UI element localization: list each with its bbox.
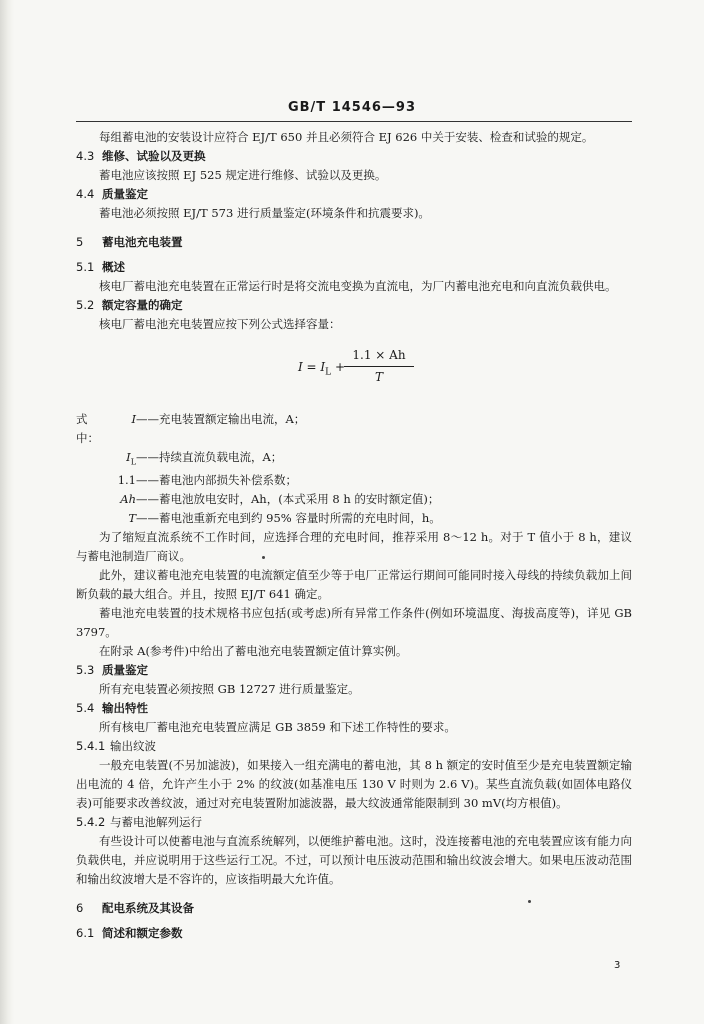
section-number: 5.3 <box>76 663 95 678</box>
heading-5-3 <box>76 661 632 680</box>
scan-speck <box>528 900 531 903</box>
section-title: 配电系统及其设备 <box>102 901 194 916</box>
section-title: 输出特性 <box>102 701 148 716</box>
definition-symbol: Ah <box>120 492 136 507</box>
paragraph-5-4: 所有核电厂蓄电池充电装置应满足 GB 3859 和下述工作特性的要求。 <box>99 720 456 735</box>
section-title: 质量鉴定 <box>102 663 148 678</box>
section-title: 维修、试验以及更换 <box>102 149 206 163</box>
definition-symbol: T <box>128 511 136 526</box>
variable-definitions <box>76 410 632 528</box>
paragraph-5-4-1: 一般充电装置(不另加滤波)，如果接入一组充满电的蓄电池，其 8 h 额定的安时值至少是充电装置额定输出电流的 4 倍，允许产生小于 2% 的纹波(如基准电压 130 V 时则为 2.6 V)。某些直流负载(如固体电路仪表)可能要求改善纹波，通过对充电装置附加滤波器，最大纹波通常能限制到 30 mV(均方根值)。 <box>76 758 632 811</box>
definition-row <box>76 410 632 448</box>
section-number: 5 <box>76 235 84 249</box>
paragraph-5-2-e: 在附录 A(参考件)中给出了蓄电池充电装置额定值计算实例。 <box>99 644 408 659</box>
formula-fraction <box>344 346 414 387</box>
paragraph-4-3: 蓄电池应该按照 EJ 525 规定进行维修、试验以及更换。 <box>99 168 387 182</box>
section-number: 5.4.1 <box>76 739 106 754</box>
formula-lhs <box>298 358 345 382</box>
heading-5-1 <box>76 258 632 277</box>
definition-text: ——持续直流负载电流，A； <box>136 450 283 464</box>
page-content <box>76 128 632 943</box>
section-title: 概述 <box>102 260 125 274</box>
definition-indent <box>76 448 110 471</box>
heading-6-1 <box>76 924 632 943</box>
definition-symbol: 1.1 <box>117 473 136 488</box>
section-number: 5.4.2 <box>76 815 106 830</box>
scan-speck <box>262 556 265 559</box>
paragraph-5-4-2: 有些设计可以使蓄电池与直流系统解列，以便维护蓄电池。这时，没连接蓄电池的充电装置应该有能力向负载供电，并应说明用于这些运行工况。不过，可以预计电压波动范围和输出纹波会增大。如果电压波动范围和输出纹波增大是不容许的，应该指明最大允许值。 <box>76 834 632 887</box>
section-number: 5.1 <box>76 260 95 274</box>
page-header: GB/T 14546—93 <box>287 100 417 115</box>
header-rule <box>76 121 632 122</box>
page-number: 3 <box>614 960 621 971</box>
section-number: 5.2 <box>76 298 95 312</box>
definition-symbol-subscript: L <box>130 457 136 467</box>
definition-text: ——蓄电池放电安时，Ah，(本式采用 8 h 的安时额定值)； <box>136 492 440 507</box>
heading-4-4 <box>76 185 632 204</box>
paragraph-5-2: 核电厂蓄电池充电装置应按下列公式选择容量： <box>99 317 341 331</box>
scan-edge <box>0 0 14 1024</box>
section-title: 蓄电池充电装置 <box>102 235 183 249</box>
definition-text: ——蓄电池内部损失补偿系数； <box>136 473 297 488</box>
heading-5-2 <box>76 296 632 315</box>
heading-5-4 <box>76 699 632 718</box>
section-title: 质量鉴定 <box>102 187 148 201</box>
paragraph-5-2-c: 此外，建议蓄电池充电装置的电流额定值至少等于电厂正常运行期间可能同时接入母线的持续负载加上间断负载的最大组合。并且，按照 EJ/T 641 确定。 <box>76 568 632 602</box>
paragraph-5-3: 所有充电装置必须按照 GB 12727 进行质量鉴定。 <box>99 682 360 697</box>
formula-numerator: 1.1 × Ah <box>344 346 414 367</box>
section-number: 5.4 <box>76 701 95 716</box>
section-title: 与蓄电池解列运行 <box>110 815 202 830</box>
section-title: 额定容量的确定 <box>102 298 183 312</box>
definition-text: ——蓄电池重新充电到约 95% 容量时所需的充电时间，h。 <box>136 511 441 526</box>
formula-plus: + <box>331 360 346 374</box>
definition-indent <box>76 490 110 509</box>
definition-text: ——充电装置额定输出电流，A； <box>136 412 306 426</box>
definitions-lead: 式中： <box>76 412 99 445</box>
section-number: 6.1 <box>76 926 95 941</box>
definition-symbol <box>110 448 136 471</box>
definition-row <box>76 490 632 509</box>
definition-row <box>76 509 632 528</box>
heading-6 <box>76 899 632 918</box>
definition-symbol: I <box>131 412 136 426</box>
section-number: 4.3 <box>76 149 95 163</box>
capacity-formula <box>76 340 632 392</box>
paragraph-5-2-b: 为了缩短直流系统不工作时间，应选择合理的充电时间，推荐采用 8～12 h。对于 T 值小于 8 h，建议与蓄电池制造厂商议。 <box>76 530 632 564</box>
formula-lhs-text: I = I <box>298 360 326 374</box>
formula-denominator: T <box>374 370 383 384</box>
definition-row <box>76 448 632 471</box>
paragraph-5-1: 核电厂蓄电池充电装置在正常运行时是将交流电变换为直流电，为厂内蓄电池充电和向直流负载供电。 <box>99 279 617 293</box>
heading-5-4-2 <box>76 813 632 832</box>
paragraph-4-4: 蓄电池必须按照 EJ/T 573 进行质量鉴定(环境条件和抗震要求)。 <box>99 206 430 220</box>
section-number: 6 <box>76 901 84 916</box>
section-title: 输出纹波 <box>110 739 156 754</box>
section-number: 4.4 <box>76 187 95 201</box>
paragraph-5-2-d: 蓄电池充电装置的技术规格书应包括(或考虑)所有异常工作条件(例如环境温度、海拔高度等)，详见 GB 3797。 <box>76 606 632 640</box>
formula-lhs-subscript: L <box>325 367 332 378</box>
definition-symbol-text: I <box>126 450 131 464</box>
definition-indent <box>76 471 110 490</box>
heading-5-4-1 <box>76 737 632 756</box>
definition-row <box>76 471 632 490</box>
heading-5 <box>76 233 632 252</box>
paragraph-4-2-continued: 每组蓄电池的安装设计应符合 EJ/T 650 并且必须符合 EJ 626 中关于安装、检查和试验的规定。 <box>99 130 594 144</box>
section-title: 简述和额定参数 <box>102 926 183 941</box>
definition-indent <box>76 509 110 528</box>
heading-4-3 <box>76 147 632 166</box>
